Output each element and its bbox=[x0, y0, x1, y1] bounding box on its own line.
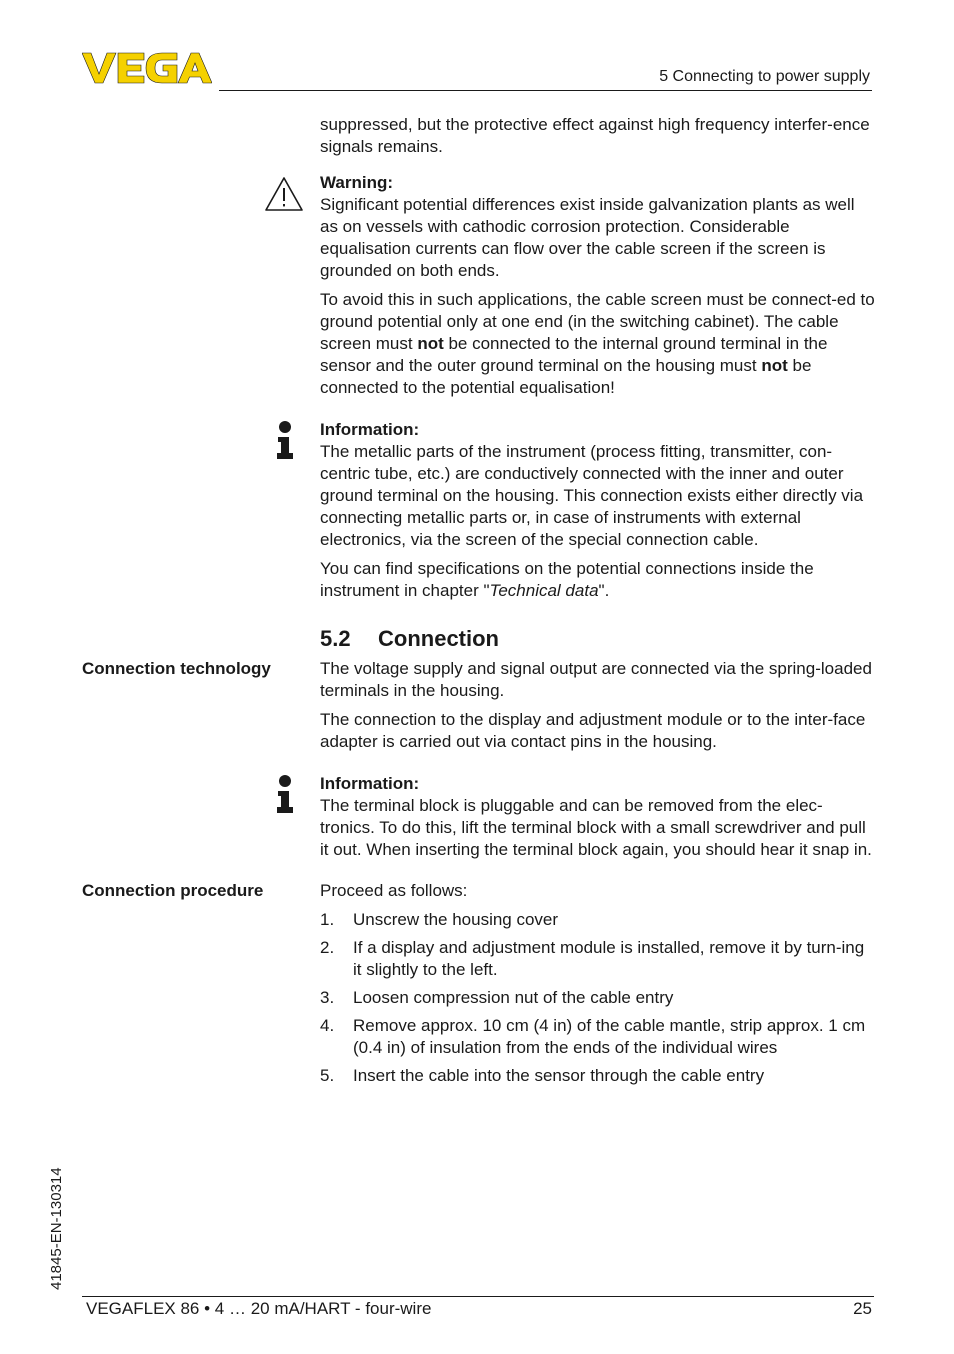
intro-paragraph: suppressed, but the protective effect against high frequency interfer-ence signals remains. bbox=[320, 115, 870, 156]
logo-text: VEGA bbox=[82, 52, 85, 53]
info-title-2: Information: bbox=[320, 774, 420, 793]
section-number: 5.2 bbox=[320, 626, 351, 651]
information-note-2 bbox=[320, 773, 876, 861]
list-item: 2. If a display and adjustment module is installed, remove it by turn-ing it slightly to the left. bbox=[320, 938, 865, 979]
list-item: 4. Remove approx. 10 cm (4 in) of the cable mantle, strip approx. 1 cm (0.4 in) of insulation from the ends of the individual wires bbox=[320, 1016, 866, 1057]
header-divider bbox=[219, 90, 872, 91]
running-header: 5 Connecting to power supply bbox=[659, 68, 870, 85]
connection-technology-label: Connection technology bbox=[82, 659, 271, 678]
info2-paragraph-1: The terminal block is pluggable and can be removed from the elec-tronics. To do this, lift the terminal block with a small screwdriver and pull it out. When inserting the terminal block again, you should hear it snap in. bbox=[320, 796, 872, 859]
procedure-steps bbox=[320, 909, 876, 1087]
document-id: 41845-EN-130314 bbox=[48, 1167, 65, 1290]
list-item: 1. Unscrew the housing cover bbox=[320, 910, 559, 929]
warning-triangle-icon bbox=[264, 176, 304, 212]
info-title-1: Information: bbox=[320, 420, 420, 439]
warning-title: Warning: bbox=[320, 173, 394, 192]
vega-logo bbox=[82, 52, 212, 84]
procedure-intro: Proceed as follows: bbox=[320, 881, 468, 900]
information-icon bbox=[275, 421, 295, 459]
section-heading bbox=[320, 626, 876, 652]
warning-paragraph-2: To avoid this in such applications, the cable screen must be connect-ed to ground potential only at one end (in the switching cabinet). The cable screen must not be connected to the internal ground terminal in the sensor and the outer ground terminal on the housing must not be connected to the potential equalisation! bbox=[320, 290, 875, 397]
section-title: Connection bbox=[378, 626, 499, 651]
connection-technology-paragraph-2: The connection to the display and adjustment module or to the inter-face adapter is carried out via contact pins in the housing. bbox=[320, 710, 866, 751]
information-note-1 bbox=[320, 419, 876, 602]
footer-divider bbox=[82, 1296, 874, 1297]
footer-title: VEGAFLEX 86 • 4 … 20 mA/HART - four-wire bbox=[86, 1299, 432, 1318]
list-item: 3. Loosen compression nut of the cable entry bbox=[320, 988, 674, 1007]
info-paragraph-2: You can find specifications on the potential connections inside the instrument in chapter "Technical data". bbox=[320, 559, 814, 600]
page-number: 25 bbox=[853, 1299, 872, 1318]
connection-technology-block bbox=[82, 658, 876, 753]
list-item: 5. Insert the cable into the sensor through the cable entry bbox=[320, 1066, 765, 1085]
main-content bbox=[82, 114, 876, 1093]
warning-paragraph-1: Significant potential differences exist inside galvanization plants as well as on vessels with cathodic corrosion protection. Considerable equalisation currents can flow over the cable screen if the screen is grounded on both ends. bbox=[320, 195, 855, 280]
warning-note bbox=[320, 172, 876, 399]
connection-procedure-block bbox=[82, 880, 876, 1087]
info-paragraph-1: The metallic parts of the instrument (process fitting, transmitter, con-centric tube, etc.) are conductively connected with the inner and outer ground terminal on the housing. This connection exists either directly via connecting metallic parts or, in case of instruments with external electronics, via the screen of the special connection cable. bbox=[320, 442, 864, 549]
connection-technology-paragraph-1: The voltage supply and signal output are connected via the spring-loaded terminals in the housing. bbox=[320, 659, 872, 700]
connection-procedure-label: Connection procedure bbox=[82, 881, 264, 900]
information-icon bbox=[275, 775, 295, 813]
